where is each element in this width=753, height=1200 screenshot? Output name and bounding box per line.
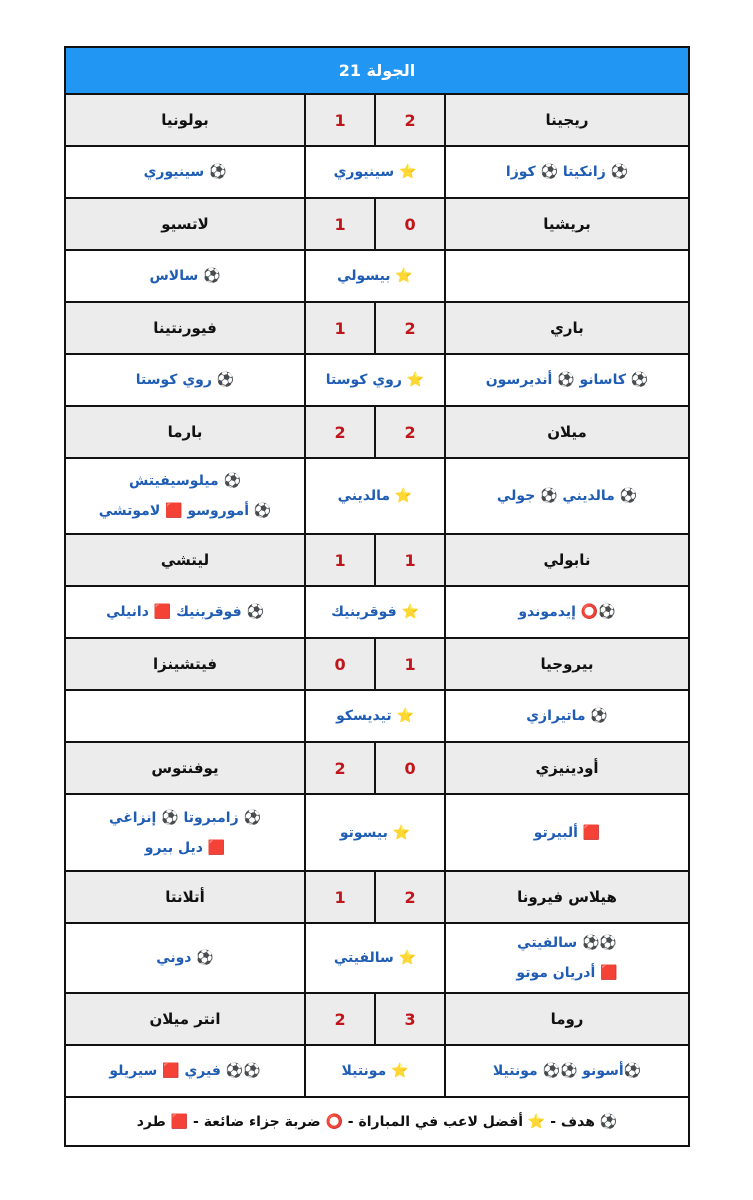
home-team: نابولي: [543, 551, 591, 569]
home-score: 3: [376, 994, 446, 1044]
home-score: 1: [376, 535, 446, 585]
match-score-row: [66, 199, 688, 251]
home-events: [446, 691, 688, 741]
match-score-row: [66, 994, 688, 1046]
away-score: 2: [306, 994, 376, 1044]
away-event-line: ⚽️ دوني: [156, 950, 214, 966]
away-team: بولونيا: [66, 95, 306, 145]
away-score: 1: [306, 199, 376, 249]
match-score-row: [66, 535, 688, 587]
match-score-row: [66, 872, 688, 924]
away-team: يوفنتوس: [66, 743, 306, 793]
away-event-line: ⚽️⚽️ فيري 🟥 سيريلو: [109, 1063, 261, 1079]
away-score: 1: [306, 535, 376, 585]
home-team: ريجينا: [545, 111, 589, 129]
away-team: أتلانتا: [66, 872, 306, 922]
away-event-line: ⚽️ أموروسو 🟥 لاموتشي: [98, 503, 272, 519]
away-event-line: 🟥 ديل بيرو: [144, 839, 226, 856]
away-score: 1: [306, 95, 376, 145]
match-score-row: [66, 95, 688, 147]
away-events: [66, 587, 306, 637]
away-score: 0: [306, 639, 376, 689]
away-team: انتر ميلان: [66, 994, 306, 1044]
away-event-line: ⚽️ زامبروتا ⚽️ إنزاغي: [109, 809, 261, 826]
round-title: الجولة 21: [66, 48, 688, 95]
home-team: بريشيا: [543, 215, 591, 233]
round-table: [64, 46, 690, 1147]
away-score: 2: [306, 743, 376, 793]
match-score-row: [66, 743, 688, 795]
home-event-line: ⚽️ ماتيرازي: [526, 708, 608, 724]
match-events-row: [66, 147, 688, 199]
match-events-row: [66, 1046, 688, 1098]
match-events-row: [66, 924, 688, 994]
away-event-line: ⚽️ سالاس: [149, 268, 221, 284]
away-team: بارما: [66, 407, 306, 457]
home-events: [446, 587, 688, 637]
home-events: [446, 924, 688, 992]
home-score: 2: [376, 95, 446, 145]
home-team: روما: [550, 1010, 584, 1028]
home-team: هيلاس فيرونا: [517, 888, 617, 906]
man-of-the-match: ⭐️ تيديسكو: [306, 691, 446, 741]
away-event-line: ⚽️ روي كوستا: [135, 372, 235, 388]
match-events-row: [66, 459, 688, 535]
match-events-row: [66, 795, 688, 872]
match-events-row: [66, 251, 688, 303]
man-of-the-match: ⭐️ سينيوري: [306, 147, 446, 197]
away-events: [66, 355, 306, 405]
away-events: [66, 691, 306, 741]
home-score: 0: [376, 199, 446, 249]
home-event-line: ⚽️ مالديني ⚽️ جولي: [496, 488, 638, 504]
home-event-line: 🟥 أدريان موتو: [516, 965, 618, 981]
home-event-line: ⚽️ كاسانو ⚽️ أنديرسون: [485, 372, 649, 388]
away-event-line: ⚽️ سينيوري: [143, 164, 227, 180]
man-of-the-match: ⭐️ بيسوتو: [306, 795, 446, 870]
away-team: لاتسيو: [66, 199, 306, 249]
home-score: 2: [376, 872, 446, 922]
home-score: 2: [376, 407, 446, 457]
home-events: [446, 795, 688, 870]
man-of-the-match: ⭐️ بيسولي: [306, 251, 446, 301]
away-events: [66, 251, 306, 301]
match-events-row: [66, 691, 688, 743]
home-events: [446, 1046, 688, 1096]
away-score: 1: [306, 872, 376, 922]
away-event-line: ⚽️ ميلوسيفيتش: [129, 473, 241, 489]
away-event-line: ⚽️ فوقرينيك 🟥 دانيلي: [106, 604, 264, 620]
man-of-the-match: ⭐️ مالديني: [306, 459, 446, 533]
home-event-line: ⚽️أسونو ⚽️⚽️ مونتيلا: [492, 1063, 642, 1079]
home-team: ميلان: [547, 423, 587, 441]
away-events: [66, 147, 306, 197]
away-events: [66, 459, 306, 533]
home-score: 1: [376, 639, 446, 689]
away-team: ليتشي: [66, 535, 306, 585]
home-event-line: 🟥 ألبيرتو: [533, 824, 601, 841]
away-events: [66, 795, 306, 870]
home-events: [446, 251, 688, 301]
match-score-row: [66, 639, 688, 691]
home-team: أودينيزي: [535, 759, 599, 777]
home-team: باري: [550, 319, 584, 337]
away-events: [66, 924, 306, 992]
man-of-the-match: ⭐️ سالفيتي: [306, 924, 446, 992]
away-team: فيورنتينا: [66, 303, 306, 353]
home-event-line: ⚽️⭕️ إيدموندو: [518, 604, 616, 620]
match-score-row: [66, 407, 688, 459]
man-of-the-match: ⭐️ مونتيلا: [306, 1046, 446, 1096]
away-score: 1: [306, 303, 376, 353]
home-events: [446, 147, 688, 197]
home-score: 0: [376, 743, 446, 793]
home-events: [446, 459, 688, 533]
match-events-row: [66, 587, 688, 639]
home-score: 2: [376, 303, 446, 353]
man-of-the-match: ⭐️ فوقرينيك: [306, 587, 446, 637]
home-team: بيروجيا: [540, 655, 594, 673]
away-team: فيتشينزا: [66, 639, 306, 689]
man-of-the-match: ⭐️ روي كوستا: [306, 355, 446, 405]
home-event-line: ⚽️⚽️ سالفيتي: [517, 935, 617, 951]
away-events: [66, 1046, 306, 1096]
match-score-row: [66, 303, 688, 355]
legend: ⚽️ هدف - ⭐️ أفضل لاعب في المباراة - ⭕️ ضربة جزاء ضائعة - 🟥 طرد: [66, 1098, 688, 1145]
away-score: 2: [306, 407, 376, 457]
home-events: [446, 355, 688, 405]
home-event-line: ⚽️ زانكيتا ⚽️ كوزا: [505, 164, 629, 180]
match-events-row: [66, 355, 688, 407]
